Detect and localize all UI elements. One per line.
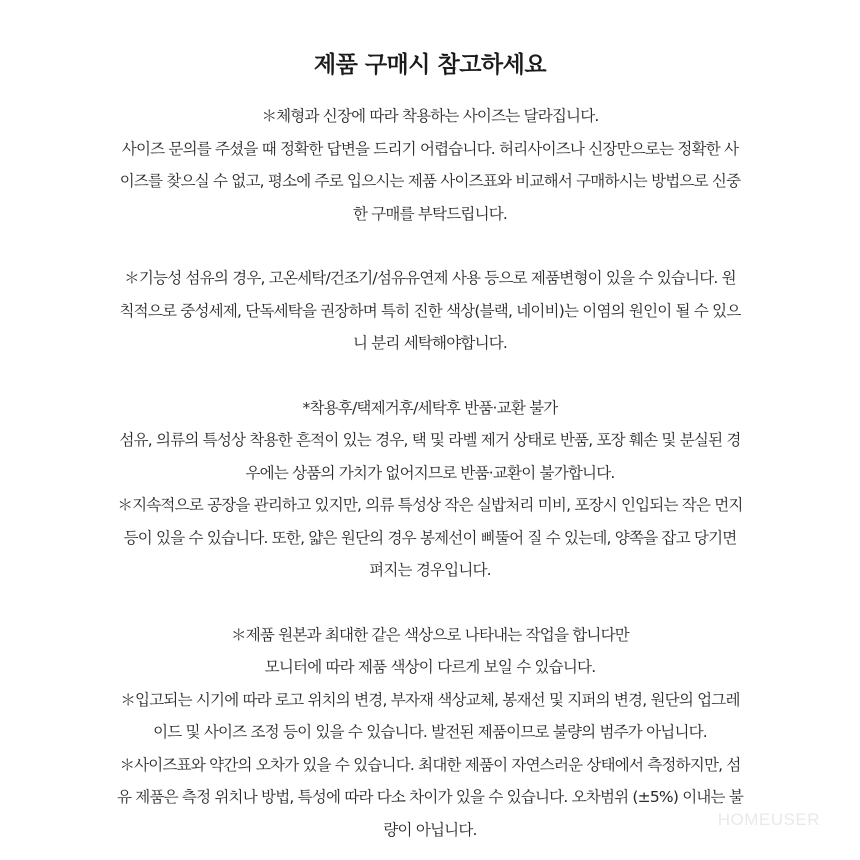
color-size-notice-paragraph [46, 619, 814, 847]
notice-line: 우에는 상품의 가치가 없어지므로 반품·교환이 불가합니다. [245, 463, 615, 482]
notice-line: 유 제품은 측정 위치나 방법, 특성에 따라 다소 차이가 있을 수 있습니다. 오차범위 (±5%) 이내는 불 [116, 788, 744, 806]
page-title: 제품 구매시 참고하세요 [313, 52, 547, 78]
paragraph-gap [46, 587, 814, 619]
size-notice-paragraph [46, 100, 814, 230]
notice-line: *착용후/택제거후/세탁후 반품·교환 불가 [302, 398, 558, 417]
notice-line: ＊체형과 신장에 따라 착용하는 사이즈는 달라집니다. [261, 107, 599, 125]
notice-line: ＊제품 원본과 최대한 같은 색상으로 나타내는 작업을 합니다만 [231, 625, 629, 644]
notice-line: 등이 있을 수 있습니다. 또한, 얇은 원단의 경우 봉제선이 삐뚤어 질 수 있는데, 양쪽을 잡고 당기면 [123, 528, 737, 547]
notice-line: 사이즈 문의를 주셨을 때 정확한 답변을 드리기 어렵습니다. 허리사이즈나 신장만으로는 정확한 사 [121, 139, 739, 158]
notice-line: 니 분리 세탁해야합니다. [352, 334, 508, 352]
notice-line: 펴지는 경우입니다. [369, 561, 491, 579]
notice-line: 이드 및 사이즈 조정 등이 있을 수 있습니다. 발전된 제품이므로 불량의 범주가 아닙니다. [153, 723, 707, 741]
notice-line: ＊기능성 섬유의 경우, 고온세탁/건조기/섬유유연제 사용 등으로 제품변형이 있을 수 있습니다. 원 [124, 269, 736, 287]
notice-line: 이즈를 찾으실 수 없고, 평소에 주로 입으시는 제품 사이즈표와 비교해서 구매하시는 방법으로 신중 [119, 172, 741, 190]
paragraph-gap [46, 360, 814, 392]
notice-line: ＊입고되는 시기에 따라 로고 위치의 변경, 부자재 색상교체, 봉재선 및 지퍼의 변경, 원단의 업그레 [120, 690, 740, 709]
notice-line: 량이 아닙니다. [383, 820, 477, 839]
notice-line: 섬유, 의류의 특성상 착용한 흔적이 있는 경우, 택 및 라벨 제거 상태로 반품, 포장 훼손 및 분실된 경 [119, 431, 741, 449]
return-notice-paragraph [46, 392, 814, 587]
notice-line: ＊지속적으로 공장을 관리하고 있지만, 의류 특성상 작은 실밥처리 미비, 포장시 인입되는 작은 먼지 [117, 496, 743, 514]
notice-line: 한 구매를 부탁드립니다. [352, 204, 508, 223]
notice-line: 모니터에 따라 제품 색상이 다르게 보일 수 있습니다. [264, 658, 596, 676]
watermark: HOMEUSER [717, 810, 820, 829]
washing-notice-paragraph [46, 262, 814, 360]
notice-line: 칙적으로 중성세제, 단독세탁을 권장하며 특히 진한 색상(블랙, 네이비)는 이염의 원인이 될 수 있으 [119, 301, 741, 320]
notice-body [46, 100, 814, 846]
notice-line: ＊사이즈표와 약간의 오차가 있을 수 있습니다. 최대한 제품이 자연스러운 상태에서 측정하지만, 섬 [119, 755, 741, 774]
paragraph-gap [46, 230, 814, 262]
